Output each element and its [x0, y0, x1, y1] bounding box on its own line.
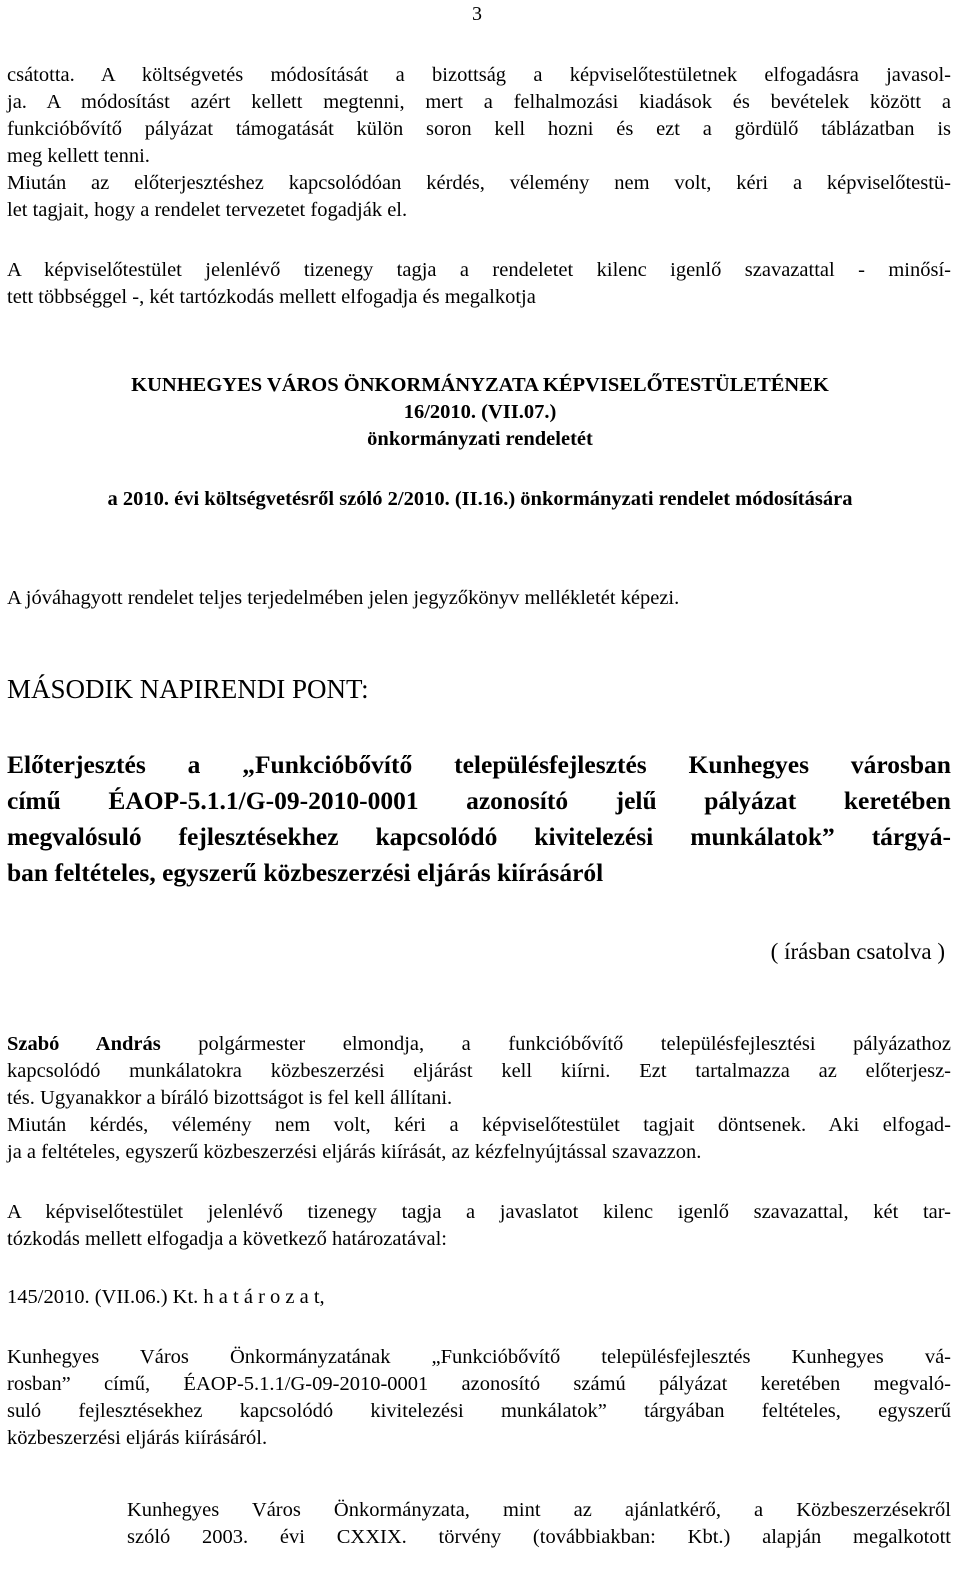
- paragraph-line: ja. A módosítást azért kellett megtenni, mert a felhalmozási kiadások és bevételek között a: [7, 91, 951, 113]
- paragraph-line: csátotta. A költségvetés módosítását a bizottság a képviselőtestületnek elfogadásra javasol-: [7, 64, 951, 86]
- resolution-body-line: Kunhegyes Város Önkormányzata, mint az ajánlatkérő, a Közbeszerzésekről: [127, 1499, 951, 1521]
- attached-note: ( írásban csatolva ): [770, 939, 945, 964]
- vote-line: A képviselőtestület jelenlévő tizenegy tagja a rendeletet kilenc igenlő szavazattal - minősí-: [7, 259, 951, 281]
- paragraph-line: let tagjait, hogy a rendelet tervezetet fogadják el.: [7, 199, 408, 221]
- speaker-line: kapcsolódó munkálatokra közbeszerzési eljárást kell kiírni. Ezt tartalmazza az előterjesz-: [7, 1060, 951, 1082]
- resolution-line: rosban” című, ÉAOP-5.1.1/G-09-2010-0001 azonosító számú pályázat keretében megvaló-: [7, 1373, 951, 1395]
- vote-line: tett többséggel -, két tartózkodás mellett elfogadja és megalkotja: [7, 286, 536, 308]
- decree-subject: a 2010. évi költségvetésről szóló 2/2010. (II.16.) önkormányzati rendelet módosítására: [107, 488, 853, 510]
- vote-line: A képviselőtestület jelenlévő tizenegy tagja a javaslatot kilenc igenlő szavazattal, két tar-: [7, 1201, 951, 1223]
- agenda-title-line: Előterjesztés a „Funkcióbővítő településfejlesztés Kunhegyes városban: [7, 750, 951, 779]
- agenda-heading: MÁSODIK NAPIRENDI PONT:: [7, 674, 369, 704]
- agenda-title-line: ban feltételes, egyszerű közbeszerzési eljárás kiírásáról: [7, 858, 604, 887]
- decree-type: önkormányzati rendeletét: [367, 428, 593, 450]
- resolution-body-line: szóló 2003. évi CXXIX. törvény (továbbiakban: Kbt.) alapján megalkotott: [127, 1526, 951, 1548]
- resolution-id: 145/2010. (VII.06.) Kt. h a t á r o z a t,: [7, 1286, 325, 1308]
- resolution-line: suló fejlesztésekhez kapcsolódó kivitelezési munkálatok” tárgyában feltételes, egyszerű: [7, 1400, 951, 1422]
- page-number: 3: [472, 3, 482, 25]
- speaker-line: ja a feltételes, egyszerű közbeszerzési eljárás kiírását, az kézfelnyújtással szavazzon.: [7, 1141, 702, 1163]
- speaker-line: tés. Ugyanakkor a bíráló bizottságot is fel kell állítani.: [7, 1087, 453, 1109]
- agenda-title-line: megvalósuló fejlesztésekhez kapcsolódó kivitelezési munkálatok” tárgyá-: [7, 822, 951, 851]
- speaker-name: Szabó András: [7, 1033, 161, 1055]
- decree-title-line: KUNHEGYES VÁROS ÖNKORMÁNYZATA KÉPVISELŐTESTÜLETÉNEK: [131, 374, 829, 396]
- paragraph-line: Miután az előterjesztéshez kapcsolódóan kérdés, vélemény nem volt, kéri a képviselőtestü-: [7, 172, 951, 194]
- resolution-line: közbeszerzési eljárás kiírásáról.: [7, 1427, 268, 1449]
- agenda-title-line: című ÉAOP-5.1.1/G-09-2010-0001 azonosító jelű pályázat keretében: [7, 786, 951, 815]
- speaker-text: polgármester elmondja, a funkcióbővítő településfejlesztési pályázathoz: [160, 1033, 951, 1055]
- paragraph-line: meg kellett tenni.: [7, 145, 150, 167]
- speaker-line: Miután kérdés, vélemény nem volt, kéri a képviselőtestület tagjait döntsenek. Aki elfogad-: [7, 1114, 951, 1136]
- approved-note: A jóváhagyott rendelet teljes terjedelmében jelen jegyzőkönyv mellékletét képezi.: [7, 587, 680, 609]
- speaker-line: [7, 1031, 951, 1057]
- paragraph-line: funkcióbővítő pályázat támogatását külön soron kell hozni és ezt a gördülő táblázatban is: [7, 118, 951, 140]
- decree-number: 16/2010. (VII.07.): [403, 401, 557, 423]
- vote-line: tózkodás mellett elfogadja a következő határozatával:: [7, 1228, 447, 1250]
- resolution-line: Kunhegyes Város Önkormányzatának „Funkcióbővítő településfejlesztés Kunhegyes vá-: [7, 1346, 951, 1368]
